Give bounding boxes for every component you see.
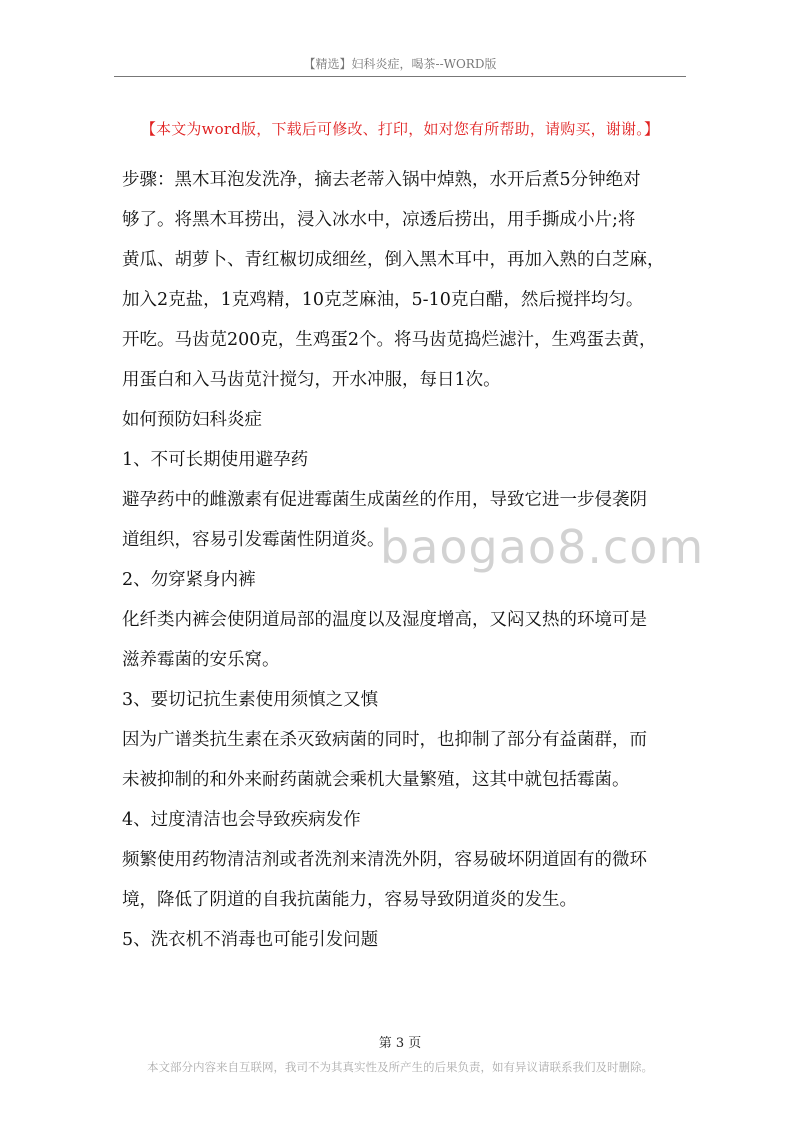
body-line: 频繁使用药物清洁剂或者洗剂来清洗外阴，容易破坏阴道固有的微环 (122, 850, 647, 870)
subheading: 3、要切记抗生素使用须慎之又慎 (122, 690, 379, 710)
body-line: 黄瓜、胡萝卜、青红椒切成细丝，倒入黑木耳中，再加入熟的白芝麻， (122, 250, 665, 270)
body-line: 步骤：黑木耳泡发洗净，摘去老蒂入锅中焯熟，水开后煮5分钟绝对 (122, 170, 641, 190)
body-line: 够了。将黑木耳捞出，浸入冰水中，凉透后捞出，用手撕成小片;将 (122, 210, 636, 230)
body-line: 未被抑制的和外来耐药菌就会乘机大量繁殖，这其中就包括霉菌。 (122, 770, 630, 790)
subheading: 4、过度清洁也会导致疾病发作 (122, 810, 361, 830)
body-line: 因为广谱类抗生素在杀灭致病菌的同时，也抑制了部分有益菌群，而 (122, 730, 647, 750)
footer-disclaimer: 本文部分内容来自互联网，我司不为其真实性及所产生的后果负责，如有异议请联系我们及时删除。 (147, 1060, 653, 1074)
subheading: 1、不可长期使用避孕药 (122, 450, 309, 470)
download-notice: 【本文为word版，下载后可修改、打印，如对您有所帮助，请购买，谢谢。】 (140, 120, 660, 138)
subheading: 2、勿穿紧身内裤 (122, 570, 256, 590)
section-heading: 如何预防妇科炎症 (122, 410, 262, 430)
body-line: 道组织，容易引发霉菌性阴道炎。 (122, 530, 385, 550)
page-number: 第 3 页 (378, 1036, 422, 1051)
body-line: 避孕药中的雌激素有促进霉菌生成菌丝的作用，导致它进一步侵袭阴 (122, 490, 647, 510)
body-line: 滋养霉菌的安乐窝。 (122, 650, 280, 670)
body-line: 化纤类内裤会使阴道局部的温度以及湿度增高，又闷又热的环境可是 (122, 610, 647, 630)
page-header: 【精选】妇科炎症，喝茶--WORD版 (303, 57, 497, 71)
body-line: 开吃。马齿苋200克，生鸡蛋2个。将马齿苋捣烂滤汁，生鸡蛋去黄， (122, 330, 657, 350)
subheading: 5、洗衣机不消毒也可能引发问题 (122, 930, 379, 950)
body-line: 加入2克盐，1克鸡精，10克芝麻油，5-10克白醋，然后搅拌均匀。 (122, 290, 644, 310)
body-line: 用蛋白和入马齿苋汁搅匀，开水冲服，每日1次。 (122, 370, 501, 390)
body-line: 境，降低了阴道的自我抗菌能力，容易导致阴道炎的发生。 (122, 890, 577, 910)
header-divider (114, 76, 686, 77)
watermark: baogao8.com (380, 520, 705, 574)
